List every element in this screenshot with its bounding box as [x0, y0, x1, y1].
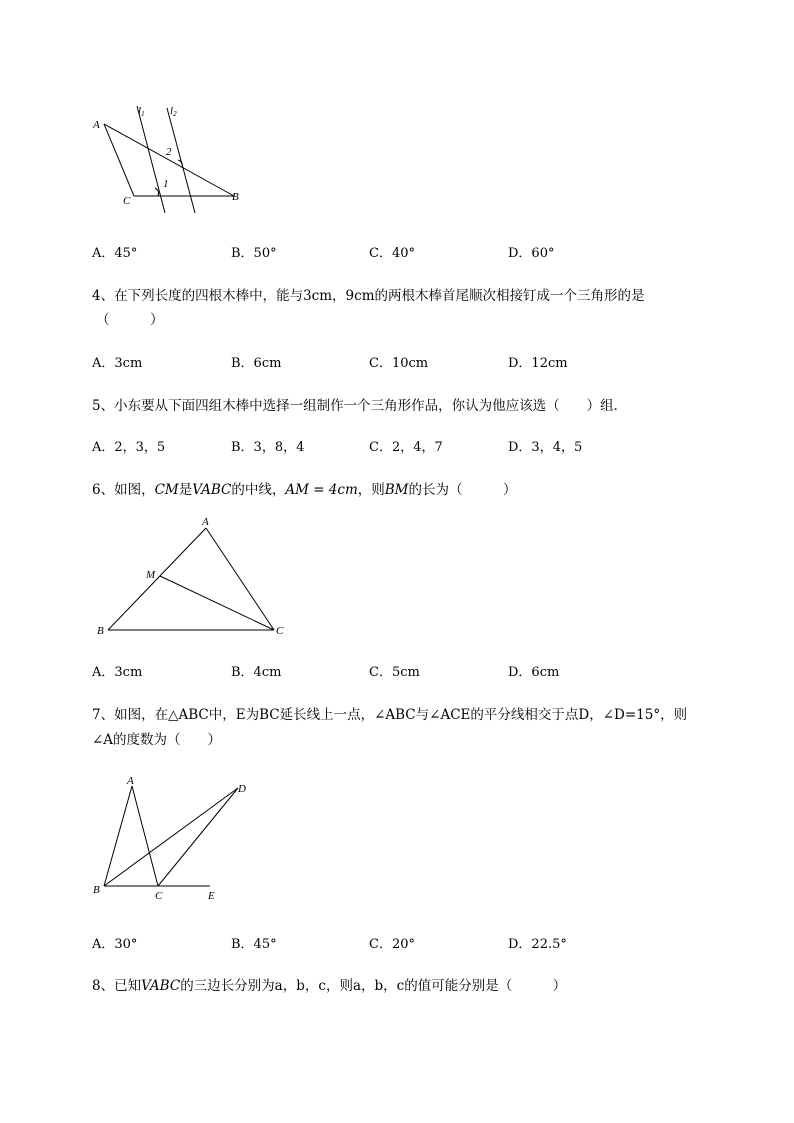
q6-option-b: B．4cm: [231, 665, 282, 680]
q3-line-ac: [104, 124, 134, 196]
q6-label-M: M: [146, 569, 156, 581]
q7-option-a: A．30°: [92, 937, 138, 952]
q5-option-d: D．3，4，5: [508, 440, 583, 455]
q5-option-a: A．2，3，5: [92, 440, 166, 455]
q6-line-ac: [206, 528, 274, 630]
q4-option-d: D．12cm: [508, 356, 568, 371]
q7-question-line2: ∠A的度数为（ ）: [92, 732, 222, 748]
q4-option-a: A．3cm: [92, 356, 143, 371]
q4-paren: （ ）: [96, 312, 164, 328]
q6-option-a: A．3cm: [92, 665, 143, 680]
q7-label-B: B: [93, 884, 100, 896]
q6-line-ab: [108, 528, 206, 630]
q3-label-angle2: 2: [166, 146, 172, 158]
q4-question: 4、在下列长度的四根木棒中，能与3cm，9cm的两根木棒首尾顺次相接钉成一个三角形的是: [92, 288, 645, 304]
q5-option-b: B．3，8，4: [231, 440, 305, 455]
q6-label-B: B: [97, 625, 104, 637]
q7-option-d: D．22.5°: [508, 937, 567, 952]
q3-option-a: A．45°: [92, 246, 138, 261]
q7-line-cd: [158, 788, 238, 886]
q7-figure: [90, 772, 260, 904]
q7-option-c: C．20°: [369, 937, 415, 952]
q3-label-l2: l2: [170, 105, 177, 118]
q3-figure: [90, 100, 250, 215]
q3-label-A: A: [93, 119, 100, 131]
q3-line-ab: [104, 124, 234, 196]
q3-option-d: D．60°: [508, 246, 555, 261]
q4-option-b: B．6cm: [231, 356, 282, 371]
q3-line-l1: [137, 106, 165, 213]
q8-question: 8、已知VABC的三边长分别为a，b，c，则a，b，c的值可能分别是（ ）: [92, 978, 567, 994]
q6-option-d: D．6cm: [508, 665, 560, 680]
q6-line-cm: [160, 576, 274, 630]
q3-label-C: C: [123, 195, 131, 207]
q3-label-B: B: [232, 191, 239, 203]
q7-label-A: A: [127, 775, 134, 787]
q3-angle1-arc: [155, 188, 159, 196]
q6-label-C: C: [276, 625, 284, 637]
q3-option-b: B．50°: [231, 246, 277, 261]
q3-line-l2: [167, 108, 195, 213]
q6-figure: [90, 512, 300, 642]
q6-option-c: C．5cm: [369, 665, 420, 680]
q7-line-bd: [104, 788, 238, 886]
q4-option-c: C．10cm: [369, 356, 429, 371]
q7-question-line1: 7、如图，在△ABC中，E为BC延长线上一点，∠ABC与∠ACE的平分线相交于点D，∠D=15°，则: [92, 707, 688, 723]
q7-option-b: B．45°: [231, 937, 277, 952]
q6-question: 6、如图，CM是VABC的中线，AM = 4cm，则BM的长为（ ）: [92, 482, 517, 498]
q3-label-l1: l1: [138, 105, 145, 118]
q6-label-A: A: [202, 516, 209, 528]
q3-option-c: C．40°: [369, 246, 415, 261]
q5-option-c: C．2，4，7: [369, 440, 443, 455]
q7-line-ab: [104, 786, 132, 886]
q5-question: 5、小东要从下面四组木棒中选择一组制作一个三角形作品，你认为他应该选（ ）组．: [92, 398, 628, 414]
q7-label-E: E: [208, 890, 215, 902]
q7-line-ac: [132, 786, 158, 886]
q3-label-angle1: 1: [163, 178, 169, 190]
q7-label-D: D: [238, 783, 246, 795]
q7-label-C: C: [155, 890, 163, 902]
